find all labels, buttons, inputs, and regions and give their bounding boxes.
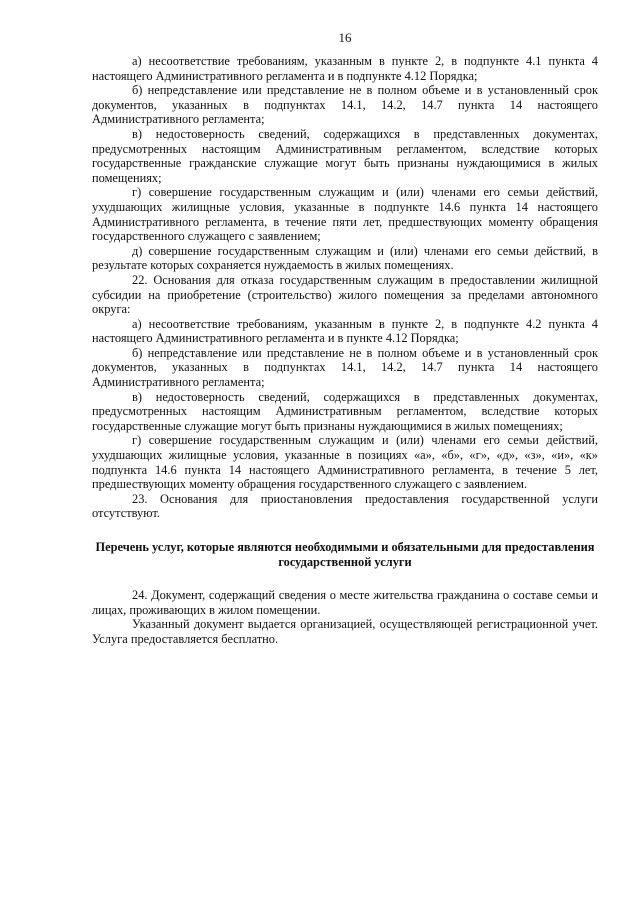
- paragraph-22b: б) непредставление или представление не в полном объеме и в установленный срок документов, указанных в подпунктах 14.1, 14.2, 14.7 пункта 14 настоящего Административного регламента;: [92, 345, 598, 390]
- paragraph-23: 23. Основания для приостановления предоставления государственной услуги отсутствуют.: [92, 491, 598, 521]
- section-refusal-grounds: [92, 54, 598, 521]
- paragraph-22v: в) недостоверность сведений, содержащихся в представленных документах, предусмотренных настоящим Административным регламентом, вследствие которых государственные служащие могут быть признаны нуждающимися в жилых помещениях;: [92, 389, 598, 433]
- paragraph-22: 22. Основания для отказа государственным служащим в предоставлении жилищной субсидии на приобретение (строительство) жилого помещения за пределами автономного округа:: [92, 272, 598, 317]
- paragraph-21v: в) недостоверность сведений, содержащихся в представленных документах, предусмотренных настоящим Административным регламентом, вследствие которых государственные гражданские служащие могут быть признаны нуждающимися в жилых помещениях;: [92, 126, 598, 185]
- paragraph-24: 24. Документ, содержащий сведения о месте жительства гражданина о составе семьи и лицах, проживающих в жилом помещении.: [92, 588, 598, 617]
- paragraph-22a: а) несоответствие требованиям, указанным в пункте 2, в подпункте 4.2 пункта 4 настоящего Административного регламента и в пункте 4.12 Порядка;: [92, 316, 598, 346]
- section-heading: Перечень услуг, которые являются необходимыми и обязательными для предоставления государственной услуги: [95, 540, 595, 569]
- paragraph-21b: б) непредставление или представление не в полном объеме и в установленный срок документов, указанных в подпунктах 14.1, 14.2, 14.7 пункта 14 настоящего Административного регламента;: [92, 83, 598, 127]
- page-number: 16: [338, 30, 352, 45]
- paragraph-24-note: Указанный документ выдается организацией, осуществляющей регистрационной учет. Услуга предоставляется бесплатно.: [92, 617, 598, 646]
- paragraph-21d: д) совершение государственным служащим и (или) членами его семьи действий, в результате которых сохраняется нуждаемость в жилых помещениях.: [92, 243, 598, 273]
- paragraph-22g: г) совершение государственным служащим и (или) членами его семьи действий, ухудшающих жилищные условия, указанные в позициях «а», «б», «г», «д», «з», «и», «к» подпункта 14.6 пункта 14 настоящего Административного регламента, в течение 5 лет, предшествующих моменту обращения государственного служащего с заявлением.: [92, 433, 598, 492]
- paragraph-21g: г) совершение государственным служащим и (или) членами его семьи действий, ухудшающих жилищные условия, указанные в подпункте 14.6 пункта 14 настоящего Административного регламента, в течение пяти лет, предшествующих моменту обращения государственного служащего с заявлением;: [92, 185, 598, 244]
- section-required-services: [92, 588, 598, 646]
- paragraph-21a: а) несоответствие требованиям, указанным в пункте 2, в подпункте 4.1 пункта 4 настоящего Административного регламента и в подпункте 4.12 Порядка;: [92, 54, 598, 83]
